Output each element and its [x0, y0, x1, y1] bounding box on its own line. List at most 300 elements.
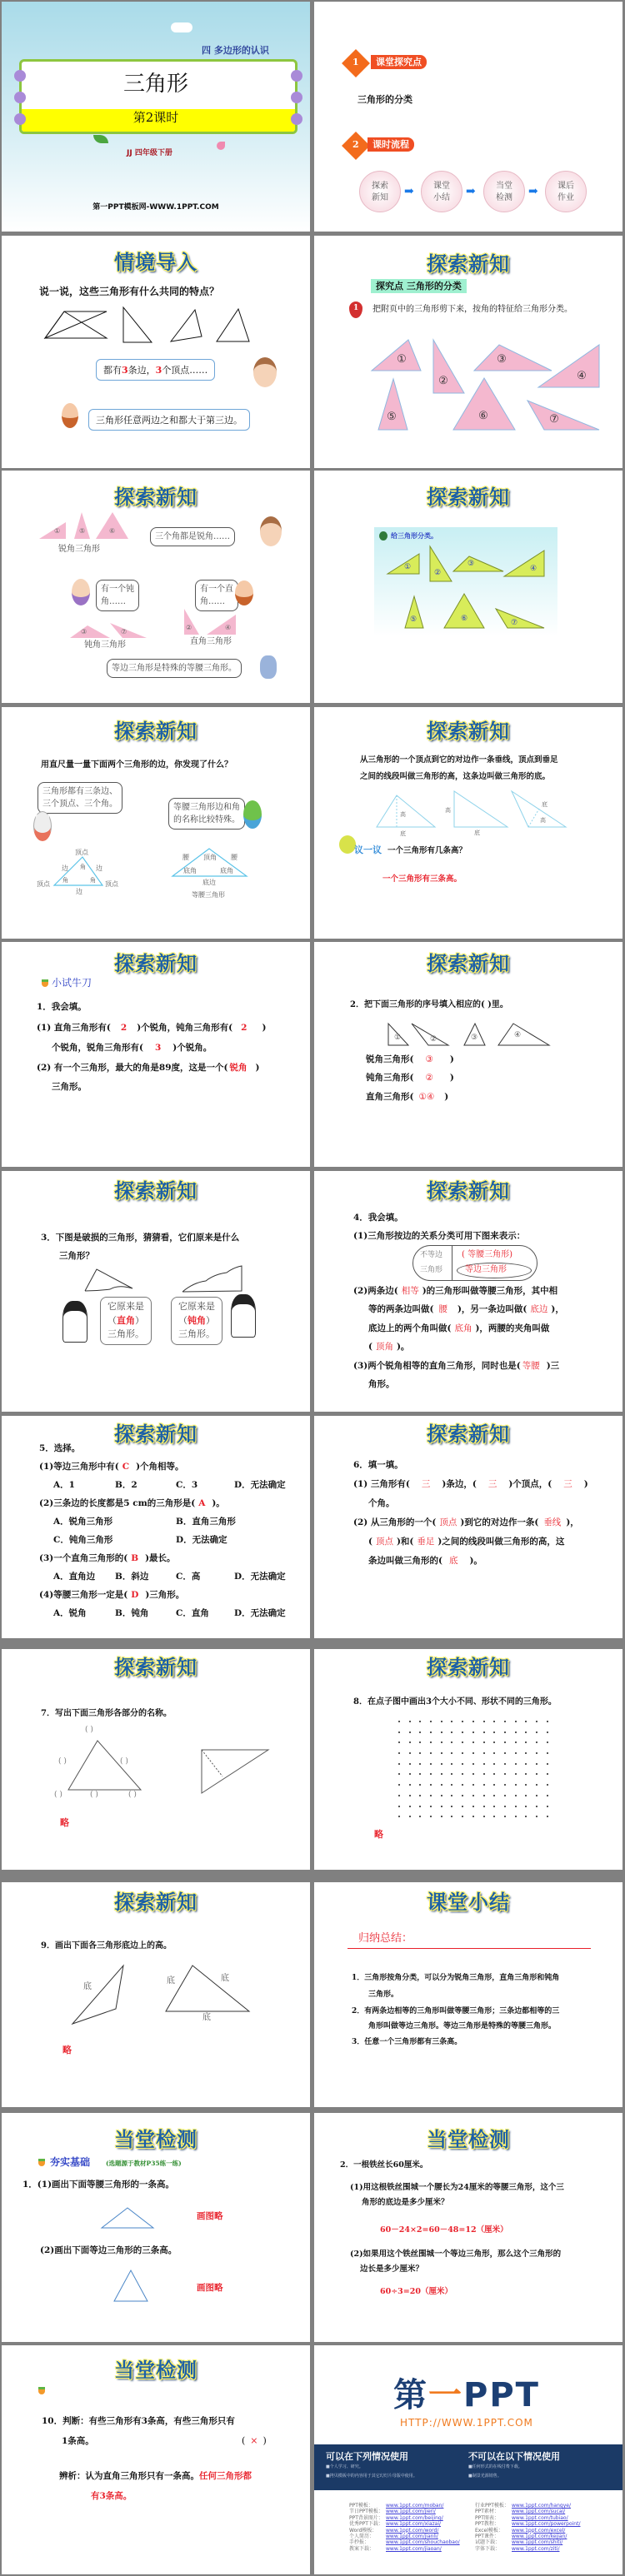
link-label: PPT背景图片： [349, 2514, 383, 2521]
grid-dot[interactable] [525, 1806, 527, 1807]
flow-step-2[interactable]: 课堂 小结 [421, 171, 462, 212]
grid-dot[interactable] [483, 1784, 485, 1786]
grid-dot[interactable] [409, 1806, 411, 1807]
choice-option[interactable]: C．3 [176, 1480, 198, 1490]
grid-dot[interactable] [525, 1741, 527, 1743]
grid-dot[interactable] [419, 1721, 421, 1722]
grid-dot[interactable] [536, 1773, 538, 1775]
grid-dot[interactable] [525, 1784, 527, 1786]
link-label: 行业PPT模板： [475, 2503, 509, 2509]
grid-dot[interactable] [430, 1806, 432, 1807]
choice-option[interactable]: B．直角三角形 [176, 1517, 236, 1527]
grid-dot[interactable] [441, 1741, 442, 1743]
resource-link[interactable]: www.1ppt.com/ziti/ [512, 2545, 560, 2552]
grid-dot[interactable] [398, 1731, 400, 1733]
answer-text: 一个三角形有三条高。 [382, 874, 462, 884]
grid-dot[interactable] [398, 1784, 400, 1786]
green-triangle-4 [504, 551, 544, 576]
resource-link[interactable]: www.1ppt.com/kejian/ [512, 2534, 568, 2540]
slide-title: 探索新知 [427, 1423, 510, 1446]
grid-dot[interactable] [536, 1763, 538, 1765]
grid-dot[interactable] [451, 1795, 452, 1796]
grid-dot[interactable] [547, 1806, 548, 1807]
grid-dot[interactable] [547, 1795, 548, 1796]
grid-dot[interactable] [462, 1763, 463, 1765]
grid-dot[interactable] [483, 1731, 485, 1733]
brand-url[interactable]: HTTP://WWW.1PPT.COM [400, 2417, 533, 2429]
grid-dot[interactable] [398, 1773, 400, 1775]
resource-link[interactable]: www.1ppt.com/word/ [386, 2527, 439, 2534]
grid-dot[interactable] [398, 1795, 400, 1796]
triangle-label-7: ⑦ [549, 413, 559, 426]
grid-dot[interactable] [462, 1731, 463, 1733]
grid-dot[interactable] [547, 1763, 548, 1765]
blank-triangles-figure [2, 1736, 310, 1811]
label-4: ④ [225, 624, 232, 631]
grid-dot[interactable] [409, 1752, 411, 1754]
slide-side-classification[interactable] [314, 1171, 622, 1412]
grid-dot[interactable] [441, 1795, 442, 1796]
grid-dot[interactable] [504, 1741, 506, 1743]
link-label: 字体下载： [475, 2545, 501, 2552]
grid-dot[interactable] [462, 1816, 463, 1817]
dot-grid[interactable] [398, 1721, 557, 1826]
grid-dot[interactable] [462, 1752, 463, 1754]
can-use-title: 可以在下列情况使用 [326, 2451, 408, 2462]
answer-row-obtuse: 钝角三角形( ② ) [366, 1073, 454, 1083]
grid-dot[interactable] [515, 1784, 517, 1786]
choice-option[interactable]: D．无法确定 [234, 1608, 286, 1618]
slide-fill-in[interactable] [314, 1416, 622, 1638]
grid-dot[interactable] [525, 1731, 527, 1733]
grid-dot[interactable] [536, 1806, 538, 1807]
grid-dot[interactable] [430, 1741, 432, 1743]
grid-dot[interactable] [462, 1721, 463, 1722]
grid-dot[interactable] [409, 1795, 411, 1796]
grid-dot[interactable] [493, 1816, 495, 1817]
choice-option[interactable]: B．2 [115, 1480, 138, 1490]
grid-dot[interactable] [419, 1752, 421, 1754]
triangle-left [68, 1741, 141, 1790]
grid-dot[interactable] [515, 1731, 517, 1733]
slide-title: 探索新知 [427, 720, 510, 743]
summary-point-1a: 1．三角形按角分类，可以分为锐角三角形，直角三角形和钝角 [352, 1974, 560, 1982]
choice-option[interactable]: D．无法确定 [234, 1480, 286, 1490]
grid-dot[interactable] [493, 1806, 495, 1807]
answer-2: 60÷3=20（厘米） [380, 2287, 452, 2296]
summary-point-3: 3．任意一个三角形都有三条高。 [352, 2038, 462, 2046]
rabbit-avatar [33, 811, 52, 841]
grid-dot[interactable] [419, 1773, 421, 1775]
label-3: ③ [81, 628, 88, 635]
grid-dot[interactable] [483, 1773, 485, 1775]
grid-dot[interactable] [409, 1784, 411, 1786]
grid-dot[interactable] [430, 1731, 432, 1733]
resource-link[interactable]: www.1ppt.com/jiaoan/ [386, 2545, 442, 2552]
height-label-1: 高 [400, 811, 406, 818]
grid-dot[interactable] [430, 1752, 432, 1754]
site-link[interactable]: 第一PPT模板网-WWW.1PPT.COM [92, 203, 219, 212]
grid-dot[interactable] [515, 1795, 517, 1796]
grid-dot[interactable] [536, 1741, 538, 1743]
resource-link[interactable]: www.1ppt.com/xiazai/ [386, 2521, 442, 2528]
grid-dot[interactable] [504, 1731, 506, 1733]
grid-dot[interactable] [419, 1816, 421, 1817]
leaf-icon [93, 135, 108, 143]
arrow-right-icon: ➡ [466, 185, 476, 198]
slide-cover[interactable] [2, 2, 310, 232]
resource-link[interactable]: www.1ppt.com/jianli/ [386, 2534, 438, 2540]
slide-name-parts[interactable] [2, 1649, 310, 1870]
grid-dot[interactable] [430, 1816, 432, 1817]
slide-check-1[interactable] [2, 2113, 310, 2342]
resource-link-row [475, 2539, 580, 2545]
grid-dot[interactable] [398, 1806, 400, 1807]
leg-label-left: 腰 [182, 854, 189, 861]
slide-summary[interactable] [314, 1882, 622, 2107]
speech-bubble-girl: 都有3条边，3个顶点…… [96, 359, 215, 381]
grid-dot[interactable] [430, 1795, 432, 1796]
link-label: 个人简历： [349, 2534, 375, 2540]
flow-step-1[interactable]: 探索 新知 [359, 171, 401, 212]
grid-dot[interactable] [504, 1806, 506, 1807]
grid-dot[interactable] [462, 1795, 463, 1796]
grid-dot[interactable] [536, 1784, 538, 1786]
grid-dot[interactable] [515, 1806, 517, 1807]
part-2-line-2: ( 顶点 )和( 垂足 )之间的线段叫做三角形的高，这 [368, 1537, 565, 1547]
grid-dot[interactable] [451, 1763, 452, 1765]
grid-dot[interactable] [515, 1816, 517, 1817]
grid-dot[interactable] [419, 1763, 421, 1765]
choice-option[interactable]: C．钝角三角形 [53, 1535, 113, 1545]
butterfly-icon [217, 142, 225, 150]
grid-dot[interactable] [462, 1784, 463, 1786]
choice-option[interactable]: A．直角边 [53, 1572, 96, 1582]
link-label: 优秀PPT下载： [349, 2521, 383, 2528]
slide-check-3[interactable] [2, 2345, 310, 2574]
grid-dot[interactable] [472, 1763, 474, 1765]
girl2-avatar [72, 579, 90, 605]
pink-triangle-4 [538, 345, 599, 387]
grid-dot[interactable] [398, 1721, 400, 1722]
grid-dot[interactable] [472, 1806, 474, 1807]
grid-dot[interactable] [504, 1816, 506, 1817]
grid-dot[interactable] [409, 1741, 411, 1743]
slide-draw-heights[interactable] [2, 1882, 310, 2107]
grid-dot[interactable] [451, 1731, 452, 1733]
grid-dot[interactable] [504, 1795, 506, 1796]
choice-option[interactable]: D．无法确定 [176, 1535, 228, 1545]
grid-dot[interactable] [419, 1784, 421, 1786]
choice-question-3: (3)一个直角三角形的( B )最长。 [39, 1553, 176, 1563]
speech-bubble-right: 有一个直 角…… [195, 580, 238, 611]
grid-dot[interactable] [483, 1763, 485, 1765]
base-angle-label-left: 底角 [183, 867, 197, 874]
grid-dot[interactable] [493, 1752, 495, 1754]
analysis-line-2: 有3条高。 [91, 2491, 132, 2501]
triangle-label-1: ① [397, 353, 407, 366]
resource-link[interactable]: www.1ppt.com/jieri/ [386, 2509, 436, 2515]
grid-dot[interactable] [515, 1741, 517, 1743]
angle-label-left: 角 [62, 877, 68, 884]
grid-dot[interactable] [547, 1816, 548, 1817]
triangle-label-3: ③ [497, 353, 507, 366]
grid-dot[interactable] [409, 1763, 411, 1765]
grid-dot[interactable] [504, 1773, 506, 1775]
grid-dot[interactable] [472, 1773, 474, 1775]
grid-dot[interactable] [525, 1795, 527, 1796]
triangle-label-2: ② [433, 569, 442, 577]
cannot-use-item-2: ■制景光源销售。 [468, 2474, 502, 2479]
grid-dot[interactable] [547, 1741, 548, 1743]
grid-dot[interactable] [547, 1721, 548, 1722]
slide-triangle-parts[interactable] [2, 707, 310, 939]
grid-dot[interactable] [525, 1721, 527, 1722]
isosceles-triangle [102, 2208, 153, 2228]
grid-dot[interactable] [472, 1752, 474, 1754]
choice-option[interactable]: A．锐角三角形 [53, 1517, 113, 1527]
summary-point-2b: 角形叫做等边三角形。等边三角形是特殊的等腰三角形。 [368, 2022, 557, 2030]
slide-intro[interactable] [2, 236, 310, 468]
grid-dot[interactable] [451, 1741, 452, 1743]
base-label-3: 底 [542, 801, 548, 808]
slide-agenda[interactable] [314, 2, 622, 232]
slide-angle-types[interactable] [2, 471, 310, 703]
grid-dot[interactable] [451, 1816, 452, 1817]
grid-dot[interactable] [504, 1784, 506, 1786]
grid-dot[interactable] [504, 1763, 506, 1765]
slide-brand[interactable] [314, 2345, 622, 2574]
slide-dot-grid[interactable] [314, 1649, 622, 1870]
grid-dot[interactable] [525, 1763, 527, 1765]
grid-dot[interactable] [472, 1795, 474, 1796]
grid-dot[interactable] [441, 1806, 442, 1807]
base-label-right-3: 底 [202, 2013, 211, 2022]
grid-dot[interactable] [441, 1816, 442, 1817]
section-num-2: 2 [352, 139, 359, 150]
grid-dot[interactable] [547, 1784, 548, 1786]
grid-dot[interactable] [536, 1721, 538, 1722]
blank-left-side: ( ) [58, 1757, 67, 1766]
link-label: 试题下载： [475, 2539, 501, 2546]
part-2-line-3: 底边上的两个角叫做( 底角 )，两腰的夹角叫做 [368, 1323, 550, 1333]
choice-option[interactable]: B．钝角 [115, 1608, 149, 1618]
grid-dot[interactable] [441, 1763, 442, 1765]
link-label: 教案下载： [349, 2545, 375, 2552]
grid-dot[interactable] [493, 1795, 495, 1796]
grid-dot[interactable] [547, 1752, 548, 1754]
grid-dot[interactable] [515, 1721, 517, 1722]
flow-step-3[interactable]: 当堂 检测 [483, 171, 525, 212]
grid-dot[interactable] [451, 1773, 452, 1775]
grid-dot[interactable] [525, 1816, 527, 1817]
choice-option[interactable]: A．1 [53, 1480, 75, 1490]
grid-dot[interactable] [472, 1731, 474, 1733]
bead-icon [14, 113, 26, 125]
grid-dot[interactable] [462, 1741, 463, 1743]
question-line-1: 10．判断：有些三角形有3条高，有些三角形只有 [42, 2416, 235, 2426]
slide-title: 探索新知 [427, 486, 510, 509]
grid-dot[interactable] [430, 1784, 432, 1786]
usage-band [314, 2444, 622, 2490]
slide-title: 探索新知 [114, 1656, 198, 1679]
section-label-2: 课时流程 [368, 137, 414, 152]
part-2-line-4: ( 顶角 )。 [368, 1342, 410, 1352]
grid-dot[interactable] [419, 1741, 421, 1743]
answer-row-right: 直角三角形( ①④ ) [366, 1092, 449, 1102]
resource-link[interactable]: www.1ppt.com/hangye/ [512, 2503, 571, 2509]
grid-dot[interactable] [504, 1752, 506, 1754]
choice-option[interactable]: B．斜边 [115, 1572, 149, 1582]
grid-dot[interactable] [493, 1763, 495, 1765]
grid-dot[interactable] [483, 1721, 485, 1722]
grid-dot[interactable] [483, 1806, 485, 1807]
grid-dot[interactable] [419, 1795, 421, 1796]
grid-dot[interactable] [515, 1773, 517, 1775]
grid-dot[interactable] [398, 1741, 400, 1743]
grid-dot[interactable] [536, 1816, 538, 1817]
grid-dot[interactable] [515, 1763, 517, 1765]
triangle-label-1: ① [403, 563, 412, 571]
grid-dot[interactable] [472, 1721, 474, 1722]
grid-dot[interactable] [472, 1816, 474, 1817]
slide-check-2[interactable] [314, 2113, 622, 2342]
grid-dot[interactable] [441, 1731, 442, 1733]
grid-dot[interactable] [515, 1752, 517, 1754]
choice-option[interactable]: C．直角 [176, 1608, 209, 1618]
grid-dot[interactable] [483, 1816, 485, 1817]
resource-link[interactable]: www.1ppt.com/shiti/ [512, 2539, 563, 2546]
grid-dot[interactable] [451, 1806, 452, 1807]
choice-question-4: (4)等腰三角形一定是( D )三角形。 [39, 1590, 185, 1600]
slide-broken-triangles[interactable] [2, 1171, 310, 1412]
grid-dot[interactable] [409, 1721, 411, 1722]
grid-dot[interactable] [536, 1752, 538, 1754]
grid-dot[interactable] [419, 1731, 421, 1733]
grid-dot[interactable] [451, 1752, 452, 1754]
grid-dot[interactable] [398, 1763, 400, 1765]
numbered-triangles-figure [314, 1022, 622, 1047]
resource-link[interactable]: www.1ppt.com/excel/ [512, 2527, 566, 2534]
slide-multiple-choice[interactable] [2, 1416, 310, 1638]
definition-line-1: 从三角形的一个顶点到它的对边作一条垂线，顶点到垂足 [360, 755, 558, 765]
grid-dot[interactable] [493, 1773, 495, 1775]
grid-dot[interactable] [430, 1763, 432, 1765]
grid-dot[interactable] [472, 1784, 474, 1786]
grid-dot[interactable] [483, 1795, 485, 1796]
grid-dot[interactable] [493, 1784, 495, 1786]
resource-link[interactable]: www.1ppt.com/tubiao/ [512, 2514, 568, 2521]
grid-dot[interactable] [547, 1773, 548, 1775]
angle-label-right: 角 [90, 877, 96, 884]
link-label: Excel模板： [475, 2527, 503, 2534]
grid-dot[interactable] [398, 1752, 400, 1754]
triangle-label-5: ⑤ [387, 411, 397, 423]
diagram-answer-equilateral: 等边三角形 [465, 1265, 507, 1274]
pencil-mascot-icon [339, 835, 356, 854]
grid-dot[interactable] [462, 1806, 463, 1807]
grid-dot[interactable] [441, 1752, 442, 1754]
grid-dot[interactable] [536, 1795, 538, 1796]
labeled-triangles-figure [2, 849, 310, 907]
grid-dot[interactable] [409, 1731, 411, 1733]
question-text: 说一说，这些三角形有什么共同的特点？ [39, 286, 220, 297]
grid-dot[interactable] [525, 1752, 527, 1754]
grid-dot[interactable] [504, 1721, 506, 1722]
question-text: 用直尺量一量下面两个三角形的边，你发现了什么？ [41, 760, 232, 770]
part-1-line-2: 个角。 [368, 1498, 395, 1508]
grid-dot[interactable] [441, 1784, 442, 1786]
label-2: ② [186, 624, 192, 631]
grid-dot[interactable] [493, 1741, 495, 1743]
triangle-label-5: ⑤ [409, 615, 418, 624]
grid-dot[interactable] [536, 1731, 538, 1733]
flow-step-4[interactable]: 课后 作业 [545, 171, 587, 212]
choice-option[interactable]: C．高 [176, 1572, 201, 1582]
base-label-left: 底 [83, 1982, 92, 1991]
grid-dot[interactable] [430, 1773, 432, 1775]
resource-link[interactable]: www.1ppt.com/shouchaobao/ [386, 2539, 460, 2546]
triangle-label-6: ⑥ [478, 410, 488, 422]
slide-height-definition[interactable] [314, 707, 622, 939]
grid-dot[interactable] [441, 1773, 442, 1775]
grid-dot[interactable] [451, 1721, 452, 1722]
grid-dot[interactable] [472, 1741, 474, 1743]
grid-dot[interactable] [398, 1816, 400, 1817]
grid-dot[interactable] [547, 1731, 548, 1733]
grid-dot[interactable] [493, 1721, 495, 1722]
side-label-left: 边 [62, 864, 68, 872]
slide-classify-pink[interactable] [314, 236, 622, 468]
grid-dot[interactable] [409, 1816, 411, 1817]
slide-practice-1[interactable] [2, 942, 310, 1167]
classification-diagram [412, 1245, 538, 1281]
blank-bottom-right: ( ) [128, 1791, 137, 1799]
obtuse-triangle-7 [110, 623, 147, 638]
grid-dot[interactable] [409, 1773, 411, 1775]
slide-title: 当堂检测 [427, 2128, 510, 2151]
grid-dot[interactable] [483, 1752, 485, 1754]
base-angle-label-right: 底角 [220, 867, 233, 874]
broken-triangles-figure [2, 1264, 310, 1298]
boy-sketch-avatar [62, 1301, 88, 1343]
slide-title: 探索新知 [114, 952, 198, 975]
grid-dot[interactable] [441, 1721, 442, 1722]
resource-link[interactable]: www.1ppt.com/beijing/ [386, 2514, 443, 2521]
slide-classify-green[interactable] [314, 471, 622, 703]
grid-dot[interactable] [462, 1773, 463, 1775]
slide-practice-2[interactable] [314, 942, 622, 1167]
choice-option[interactable]: A．锐角 [53, 1608, 87, 1618]
pink-triangle-3 [474, 345, 552, 371]
resource-link-row [475, 2521, 580, 2527]
grid-dot[interactable] [451, 1784, 452, 1786]
resource-link[interactable]: www.1ppt.com/powerpoint/ [512, 2521, 581, 2528]
grid-dot[interactable] [419, 1806, 421, 1807]
source-note: (选题源于教材P35练一练) [106, 2160, 182, 2167]
resource-link[interactable]: www.1ppt.com/sucai/ [512, 2509, 566, 2515]
check-triangles-figure [2, 2196, 310, 2321]
choice-option[interactable]: D．无法确定 [234, 1572, 286, 1582]
grid-dot[interactable] [493, 1731, 495, 1733]
resource-link[interactable]: www.1ppt.com/moban/ [386, 2503, 444, 2509]
bead-icon [14, 92, 26, 103]
grid-dot[interactable] [483, 1741, 485, 1743]
grid-dot[interactable] [525, 1773, 527, 1775]
grid-dot[interactable] [430, 1721, 432, 1722]
discuss-label: 议一议 [354, 845, 382, 855]
question-text: 2．把下面三角形的序号填入相应的( )里。 [350, 1000, 508, 1009]
